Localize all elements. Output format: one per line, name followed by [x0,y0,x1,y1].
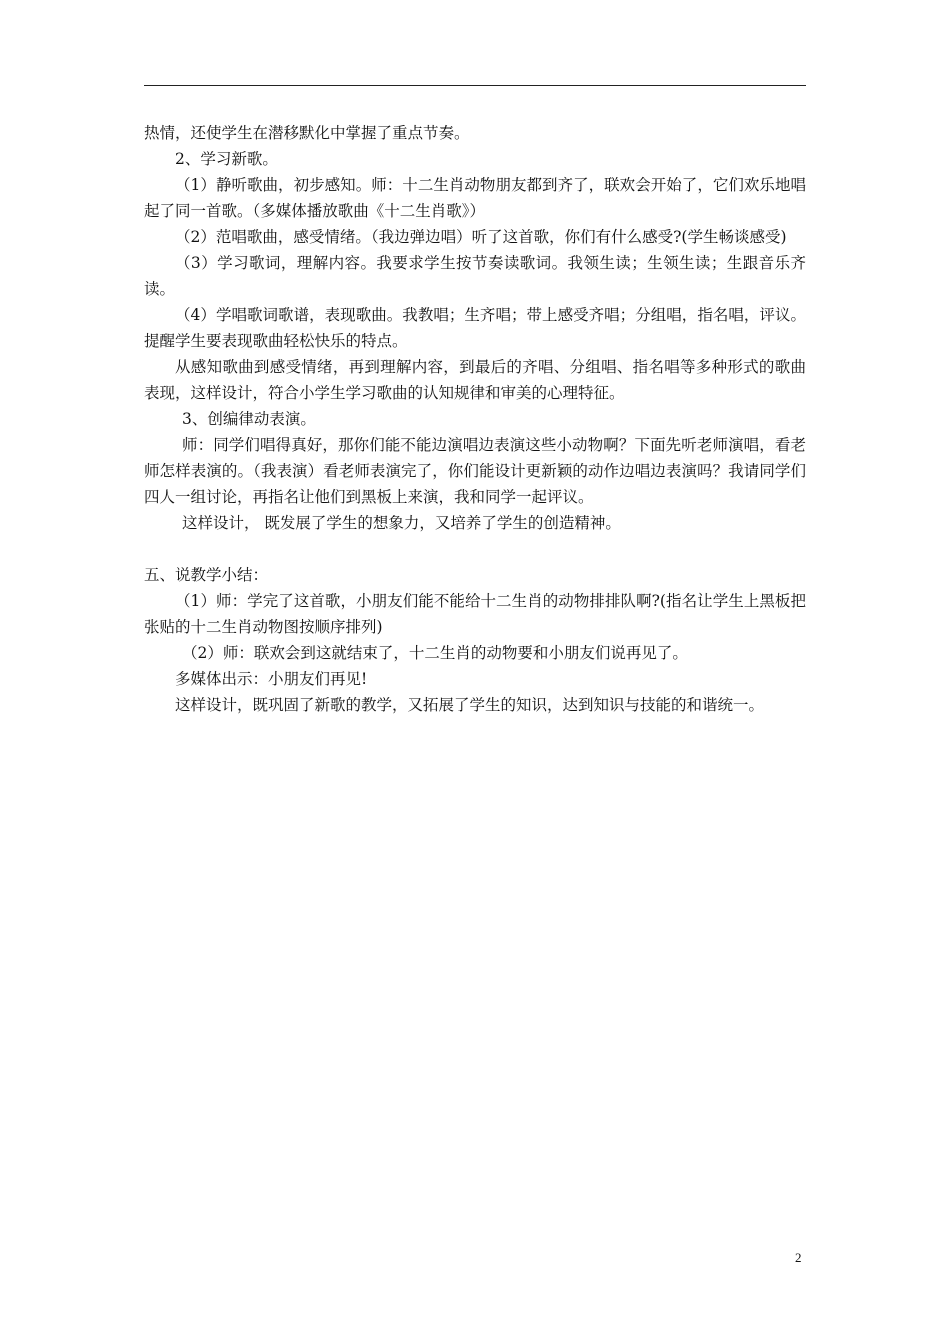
spacer [144,536,806,562]
paragraph: （1）师：学完了这首歌，小朋友们能不能给十二生肖的动物排排队啊?(指名让学生上黑板把张贴的十二生肖动物图按顺序排列) [144,592,806,636]
paragraph: 多媒体出示：小朋友们再见! [175,670,368,688]
paragraph: 这样设计，既巩固了新歌的教学，又拓展了学生的知识，达到知识与技能的和谐统一。 [175,696,765,714]
paragraph: （2）范唱歌曲，感受情绪。（我边弹边唱）听了这首歌，你们有什么感受?(学生畅谈感受) [175,228,787,246]
paragraph: （1）静听歌曲，初步感知。师：十二生肖动物朋友都到齐了，联欢会开始了，它们欢乐地唱起了同一首歌。（多媒体播放歌曲《十二生肖歌》） [144,176,806,220]
header-rule [144,85,806,86]
paragraph: 这样设计， 既发展了学生的想象力，又培养了学生的创造精神。 [182,514,621,532]
document-body [144,120,806,718]
section-heading: 3、创编律动表演。 [182,410,316,428]
paragraph: 热情，还使学生在潜移默化中掌握了重点节奏。 [144,124,470,142]
paragraph: 师：同学们唱得真好，那你们能不能边演唱边表演这些小动物啊？下面先听老师演唱，看老师怎样表演的。（我表演）看老师表演完了，你们能设计更新颖的动作边唱边表演吗？我请同学们四人一组讨论，再指名让他们到黑板上来演，我和同学一起评议。 [144,436,806,506]
page-number: 2 [795,1250,802,1265]
section-heading: 五、说教学小结： [144,566,269,584]
paragraph: （4）学唱歌词歌谱，表现歌曲。我教唱；生齐唱；带上感受齐唱；分组唱，指名唱，评议。提醒学生要表现歌曲轻松快乐的特点。 [144,306,806,350]
paragraph: （3）学习歌词，理解内容。我要求学生按节奏读歌词。我领生读；生领生读；生跟音乐齐读。 [144,254,806,298]
paragraph: 从感知歌曲到感受情绪，再到理解内容，到最后的齐唱、分组唱、指名唱等多种形式的歌曲表现，这样设计，符合小学生学习歌曲的认知规律和审美的心理特征。 [144,358,806,402]
section-heading: 2、学习新歌。 [175,150,278,168]
paragraph: （2）师：联欢会到这就结束了，十二生肖的动物要和小朋友们说再见了。 [182,644,688,662]
